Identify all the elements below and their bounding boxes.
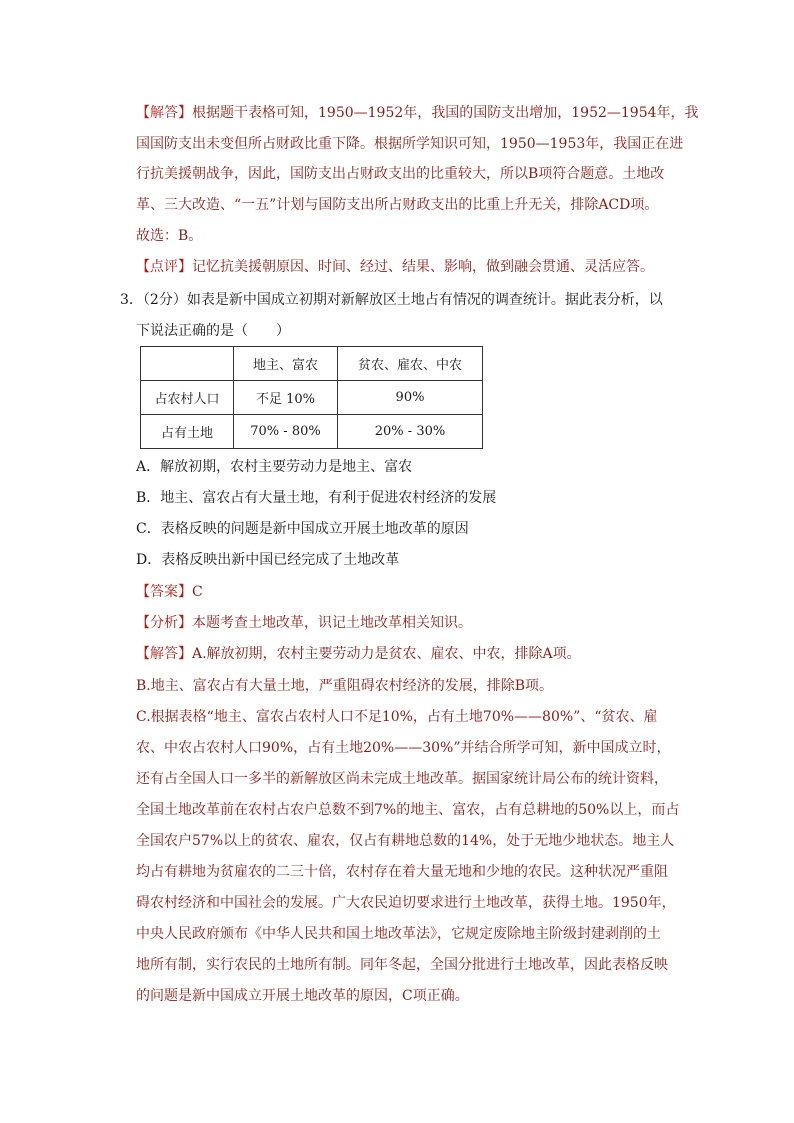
land-survey-table — [140, 346, 483, 449]
q3-stem-line-2: 下说法正确的是（ ） — [136, 323, 290, 339]
prev-jieda-line-3: 行抗美援朝战争，因此，国防支出占财政支出的比重较大，所以B项符合题意。土地改 — [136, 166, 665, 182]
prev-jieda-line-1: 【解答】根据题干表格可知，1950—1952年，我国的国防支出增加，1952—1954年，我 — [136, 105, 699, 121]
table-cell: 90% — [338, 381, 483, 415]
table-cell: 20% - 30% — [338, 415, 483, 449]
q3-stem-line-1: 3．（2分）如表是新中国成立初期对新解放区土地占有情况的调查统计。据此表分析，以 — [120, 292, 663, 308]
q3-analysis-line: 【分析】本题考查土地改革，识记土地改革相关知识。 — [136, 615, 472, 631]
q3-jieda-line-1: 【解答】A.解放初期，农村主要劳动力是贫农、雇农、中农，排除A项。 — [136, 646, 581, 662]
q3-jieda-line-7: 全国农户57%以上的贫农、雇农，仅占有耕地总数的14%，处于无地少地状态。地主人 — [136, 833, 675, 849]
jieda-tag: 【解答】 — [136, 646, 192, 662]
table-cell: 70% - 80% — [234, 415, 338, 449]
table-cell: 不足 10% — [234, 381, 338, 415]
prev-jieda-line-4: 革、三大改造、“一五”计划与国防支出所占财政支出的比重上升无关，排除ACD项。 — [136, 197, 659, 213]
q3-jieda-line-12: 的问题是新中国成立开展土地改革的原因，C项正确。 — [136, 988, 469, 1004]
q3-jieda-line-5: 还有占全国人口一多半的新解放区尚未完成土地改革。据国家统计局公布的统计资料， — [136, 771, 668, 787]
table-cell: 占有土地 — [141, 415, 234, 449]
q3-answer-value: C — [192, 584, 203, 600]
q3-jieda-line-2: B.地主、富农占有大量土地，严重阻碍农村经济的发展，排除B项。 — [136, 678, 554, 694]
dianping-tag: 【点评】 — [136, 259, 192, 275]
prev-jieda-line-2: 国国防支出未变但所占财政比重下降。根据所学知识可知，1950—1953年，我国正在进 — [136, 136, 684, 152]
q3-option-c: C．表格反映的问题是新中国成立开展土地改革的原因 — [136, 521, 469, 537]
prev-dianping-line: 【点评】记忆抗美援朝原因、时间、经过、结果、影响，做到融会贯通、灵活应答。 — [136, 259, 654, 275]
q3-jieda-line-8: 均占有耕地为贫雇农的二三十倍，农村存在着大量无地和少地的农民。这种状况严重阻 — [136, 864, 668, 880]
q3-option-d: D．表格反映出新中国已经完成了土地改革 — [136, 552, 400, 568]
table-header-cell: 贫农、雇农、中农 — [338, 347, 483, 381]
q3-jieda-line-6: 全国土地改革前在农村占农户总数不到7%的地主、富农，占有总耕地的50%以上，而占 — [136, 802, 680, 818]
q3-jieda-line-3: C.根据表格“地主、富农占农村人口不足10%，占有土地70%——80%”、“贫农、雇 — [136, 709, 658, 725]
jieda-tag: 【解答】 — [136, 105, 192, 121]
answer-tag: 【答案】 — [136, 584, 192, 600]
q3-option-a: A．解放初期，农村主要劳动力是地主、富农 — [136, 459, 413, 475]
q3-jieda-line-9: 碍农村经济和中国社会的发展。广大农民迫切要求进行土地改革，获得土地。1950年， — [136, 895, 676, 911]
table-header-cell: 地主、富农 — [234, 347, 338, 381]
analysis-tag: 【分析】 — [136, 615, 192, 631]
q3-answer-line — [136, 583, 203, 601]
q3-jieda-line-4: 农、中农占农村人口90%，占有土地20%——30%”并结合所学可知，新中国成立时， — [136, 740, 671, 756]
table-row — [141, 381, 483, 415]
table-row — [141, 415, 483, 449]
q3-jieda-line-10: 中央人民政府颁布《中华人民共和国土地改革法》，它规定废除地主阶级封建剥削的土 — [136, 926, 661, 942]
table-cell: 占农村人口 — [141, 381, 234, 415]
prev-jieda-line-5: 故选：B。 — [136, 228, 203, 244]
q3-jieda-line-11: 地所有制，实行农民的土地所有制。同年冬起，全国分批进行土地改革，因此表格反映 — [136, 957, 668, 973]
table-header-row — [141, 347, 483, 381]
table-header-cell — [141, 347, 234, 381]
q3-option-b: B．地主、富农占有大量土地，有利于促进农村经济的发展 — [136, 490, 497, 506]
